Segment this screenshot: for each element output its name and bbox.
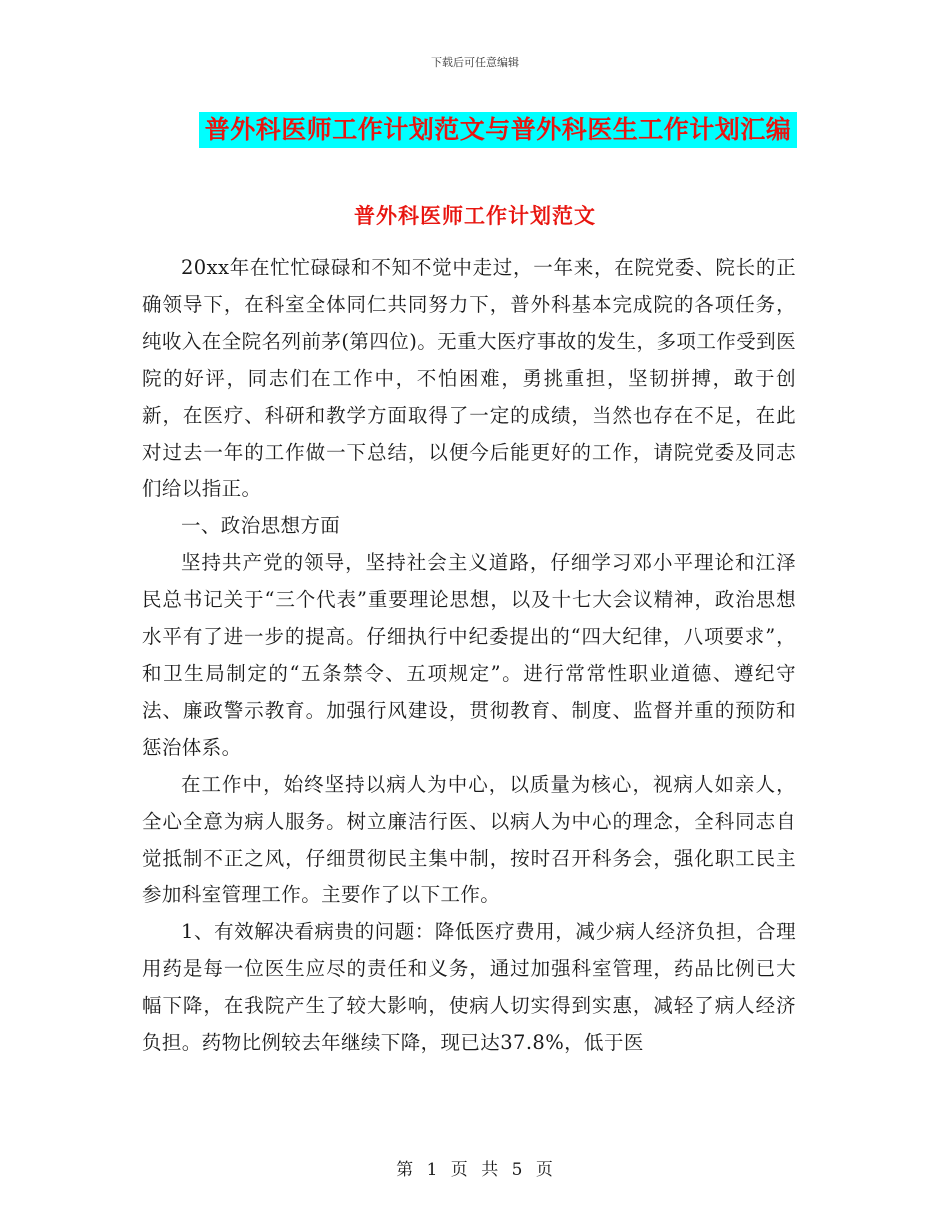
paragraph-heading-politics: 一、政治思想方面: [181, 514, 341, 538]
paragraph-politics: 坚持共产党的领导，坚持社会主义道路，仔细学习邓小平理论和江泽民总书记关于“三个代表”重要理论思想，以及十七大会议精神，政治思想水平有了进一步的提高。仔细执行中纪委提出的“四大纪律，八项要求”，和卫生局制定的“五条禁令、五项规定”。进行常常性职业道德、遵纪守法、廉政警示教育。加强行风建设，贯彻教育、制度、监督并重的预防和惩治体系。: [142, 551, 796, 759]
page-footer: [0, 1155, 950, 1180]
paragraph-item-1: 1、有效解决看病贵的问题：降低医疗费用，减少病人经济负担，合理用药是每一位医生应尽的责任和义务，通过加强科室管理，药品比例已大幅下降，在我院产生了较大影响，使病人切实得到实惠，减轻了病人经济负担。药物比例较去年继续下降，现已达37.8%，低于医: [142, 920, 796, 1055]
document-title-container: [0, 112, 950, 148]
footer-total-label: 页: [535, 1160, 554, 1180]
paragraph-patient-centered: 在工作中，始终坚持以病人为中心，以质量为核心，视病人如亲人，全心全意为病人服务。树立廉洁行医、以病人为中心的理念，全科同志自觉抵制不正之风，仔细贯彻民主集中制，按时召开科务会，强化职工民主参加科室管理工作。主要作了以下工作。: [142, 772, 796, 907]
footer-page-number: 1: [426, 1160, 439, 1180]
footer-total-pages: 5: [511, 1160, 524, 1180]
footer-total-prefix: 共: [481, 1160, 500, 1180]
paragraph-intro: 20xx年在忙忙碌碌和不知不觉中走过，一年来，在院党委、院长的正确领导下，在科室全体同仁共同努力下，普外科基本完成院的各项任务，纯收入在全院名列前茅(第四位)。无重大医疗事故的发生，多项工作受到医院的好评，同志们在工作中，不怕困难，勇挑重担，坚韧拼搏，敢于创新，在医疗、科研和教学方面取得了一定的成绩，当然也存在不足，在此对过去一年的工作做一下总结，以便今后能更好的工作，请院党委及同志们给以指正。: [142, 256, 796, 501]
document-body: [142, 250, 796, 1062]
footer-page-label: 页: [450, 1160, 469, 1180]
header-note: 下载后可任意编辑: [431, 56, 519, 69]
document-title: 普外科医师工作计划范文与普外科医生工作计划汇编: [199, 112, 798, 148]
section-title: 普外科医师工作计划范文: [354, 204, 596, 228]
footer-page-prefix: 第: [396, 1160, 415, 1180]
